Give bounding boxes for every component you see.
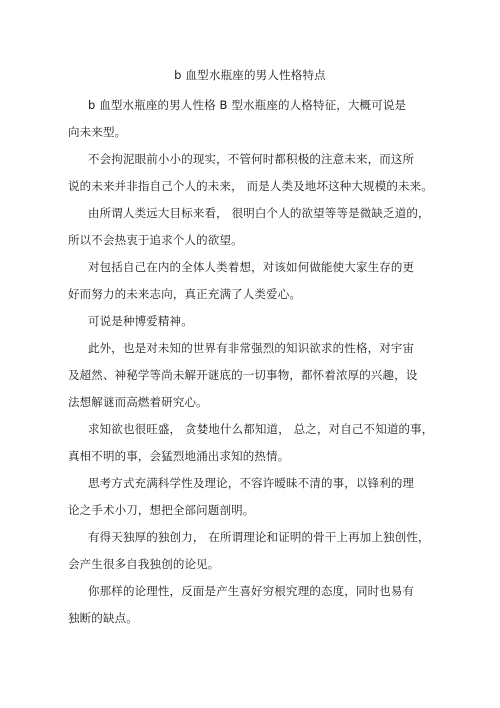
paragraph-line: 向未来型。 [68,125,127,139]
paragraph-line: 及超然、神秘学等尚未解开谜底的一切事物，都怀着浓厚的兴趣，设 [68,368,418,382]
paragraph-line: b 血型水瓶座的男人性格 B 型水瓶座的人格特征，大概可说是 [88,98,407,112]
paragraph-line: 真相不明的事，会猛烈地涌出求知的热情。 [68,449,290,463]
paragraph-line: 你那样的论理性，反面是产生喜好穷根究理的态度，同时也易有 [88,584,415,598]
paragraph-line: 法想解谜而高燃着研究心。 [68,395,208,409]
paragraph-line: 有得天独厚的独创力， 在所谓理论和证明的骨干上再加上独创性， [88,530,430,544]
paragraph-line: 对包括自己在内的全体人类着想，对该如何做能使大家生存的更 [88,260,415,274]
paragraph-line: 不会拘泥眼前小小的现实，不管何时都积极的注意未来，而这所 [88,152,415,166]
paragraph-line: 会产生很多自我独创的论见。 [68,557,220,571]
paragraph-line: 说的未来并非指自己个人的未来， 而是人类及地坏这种大规模的未来。 [68,179,433,193]
paragraph-line: 所以不会热衷于追求个人的欲望。 [68,233,243,247]
paragraph-line: 可说是种博爱精神。 [88,314,193,328]
paragraph-line: 论之手术小刀，想把全部问题剖明。 [68,503,255,517]
paragraph-line: 此外，也是对未知的世界有非常强烈的知识欲求的性格，对宇宙 [88,341,415,355]
paragraph-line: 由所谓人类远大目标来看， 很明白个人的欲望等等是微缺乏道的， [88,206,430,220]
paragraph-line: 好而努力的未来志向，真正充满了人类爱心。 [68,287,301,301]
document-title: b 血型水瓶座的男人性格特点 [174,68,326,82]
paragraph-line: 思考方式充满科学性及理论，不容许暧昧不清的事，以锋利的理 [88,476,415,490]
paragraph-line: 独断的缺点。 [68,611,138,625]
paragraph-line: 求知欲也很旺盛， 贪婪地什么都知道， 总之，对自己不知道的事， [88,422,434,436]
